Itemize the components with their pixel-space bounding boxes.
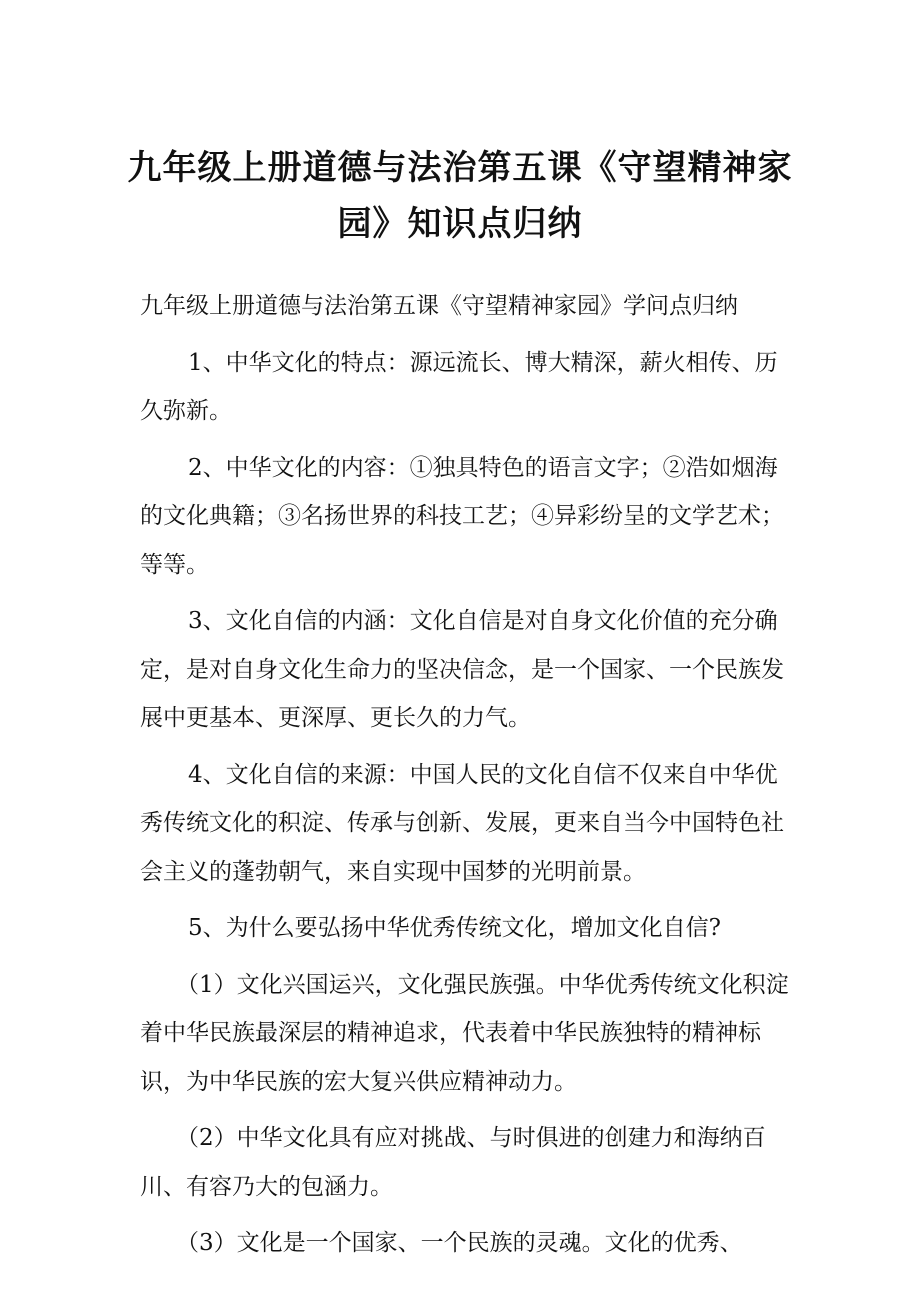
document-body <box>140 282 800 1268</box>
document-title <box>120 140 800 252</box>
document-subtitle: 九年级上册道德与法治第五课《守望精神家园》学问点归纳 <box>140 293 738 319</box>
paragraph-5-point-2: （2）中华文化具有应对挑战、与时俱进的创建力和海纳百川、有容乃大的包涵力。 <box>140 1125 766 1200</box>
paragraph-1: 1、中华文化的特点：源远流长、博大精深，薪火相传、历久弥新。 <box>140 349 778 424</box>
title-line-2: 园》知识点归纳 <box>337 204 583 244</box>
paragraph-5-point-3: （3）文化是一个国家、一个民族的灵魂。文化的优秀、 <box>176 1230 743 1256</box>
paragraph-4: 4、文化自信的来源：中国人民的文化自信不仅来自中华优秀传统文化的积淀、传承与创新、发展，更来自当今中国特色社会主义的蓬勃朝气，来自实现中国梦的光明前景。 <box>140 761 784 885</box>
paragraph-2: 2、中华文化的内容：①独具特色的语言文字；②浩如烟海的文化典籍；③名扬世界的科技工艺；④异彩纷呈的文学艺术；等等。 <box>140 454 784 578</box>
paragraph-5: 5、为什么要弘扬中华优秀传统文化，增加文化自信? <box>188 915 721 941</box>
paragraph-5-point-1: （1）文化兴国运兴，文化强民族强。中华优秀传统文化积淀着中华民族最深层的精神追求，代表着中华民族独特的精神标识，为中华民族的宏大复兴供应精神动力。 <box>140 971 789 1095</box>
paragraph-3: 3、文化自信的内涵：文化自信是对自身文化价值的充分确定，是对自身文化生命力的坚决信念，是一个国家、一个民族发展中更基本、更深厚、更长久的力气。 <box>140 608 784 731</box>
title-line-1: 九年级上册道德与法治第五课《守望精神家 <box>127 148 793 188</box>
